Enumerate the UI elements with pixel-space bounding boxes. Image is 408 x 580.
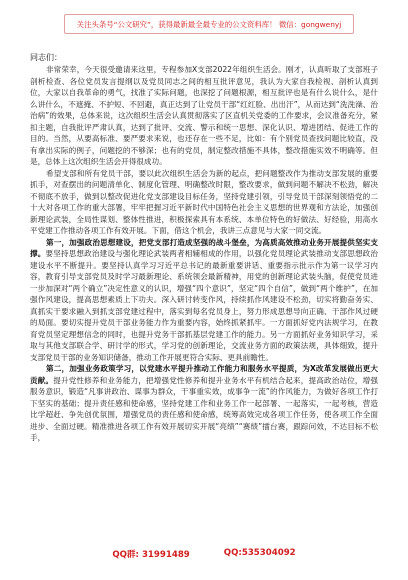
- paragraph-3-heading: 第一，加强政治思想建设，把党支部打造成坚强的战斗堡垒，为高质高效推动业务开展提供坚实支撑。: [30, 237, 378, 258]
- header-banner: [64, 14, 354, 34]
- paragraph-2-text: 希望支部和所有党员干部，要以此次组织生活会为新的起点，把问题整改作为推动支部发展的重要抓手，对查摆出的问题清单化、制度化管理、明确整改时限，整改要求，做到问题不解决不松劲，解决不彻底不放手，做到以整改促进化党支部建设目标任务，坚持党建引领，引导党员干部深刻领悟党的二十大对各项工作的重大部署，牢牢把握习近平新时代中国特色社会主义思想的世界观和方法论，加强创新理论武装，全局性谋划、整体性推进，积极探索具有本系统、本单位特色的好做法、好经验，用高水平党建工作推动各项工作有效开展。下面，借这个机会，我讲三点意见与大家一同交流。: [30, 168, 378, 235]
- document-body: [30, 52, 378, 534]
- footer-qq-group: QQ群: 31991489: [112, 550, 190, 560]
- paragraph-1: [30, 64, 378, 168]
- paragraph-4: [30, 363, 378, 444]
- paragraph-1-text: 非常荣幸，今天很受邀请来这里，专程参加X支部2022年组织生活会。刚才，认真听取了支部班子剖析检查、各位党员发言提纲以及党员同志之间的相互批评意见，我认为大家自我检视、剖析认真到位，大家以自我革命的勇气，找准了实际问题，也深挖了问题根源，相互批评也是有什么说什么，是什么讲什么，不遮掩、不护短、不回避，真正达到了让党员干部“红红脸、出出汗”，从而达到“洗洗澡、治治病”的效果，总体来说，这次组织生活会认真贯彻落实了区直机关党委的工作要求，会议准备充分，紧扣主题，自我批评严肃认真，达到了批评、交流、警示和统一思想、深化认识、增进团结、促进工作的目的。当然，从要高标准、要严要求来说，也还存在一些不足，比如：有个别党员查找问题比较直，没有拿出实际的例子，问题挖的不够深；也有的党员，制定整改措施不具体，整改措施实效不明确等。但是，总体上这次组织生活会开得很成功。: [30, 65, 378, 166]
- salutation: 同志们：: [30, 53, 62, 62]
- paragraph-3: [30, 237, 378, 364]
- footer-qq-number: QQ:535304092: [223, 548, 296, 558]
- banner-text: 关注头条号“公文研究”，获得最新最全最专业的公文资料库！ 微信：gongwenyj: [76, 19, 342, 29]
- paragraph-4-heading: 第二，加强业务政策学习，以党建水平提升推动工作能力和服务水平提质，为X改革发展做出更大贡献。: [30, 364, 378, 385]
- footer-contacts: [0, 548, 408, 564]
- paragraph-3-text: 要坚持思想政治建设与强化理论武装两者相辅相成的作用，以强化党员理论武装推动支部思想政治建设水平不断提升。要坚持认真学习习近平总书记的最新重要讲话、重要指示批示作为第一议学习内容，教育引导支部党员及时学习最新理论、系统领会最新精神，用党的创新理论武装头脑，促使党员进一步加深对“两个确立”决定性意义的认识，增强“四个意识”，坚定“四个自信”，做到“两个维护”，在加强作风建设，提高思想素质上下功夫。深入研讨转变作风，持续抓作风建设不松劲，切实将勤奋务实、真抓实干要求融入到抓支部党建过程中，落实到每名党员身上，努力形成思想导向正确、干部作风过硬的局面。要切实提升党员干部业务能力作为重要内容，始终抓紧抓牢。一方面抓好党内法规学习，在教育党员坚定理想信念的同时，也提升党务干部抓基层党建工作的能力。另一方面抓好业务知识学习，采取与其他支部联合学、研讨学的形式，学习党的创新理论，交流业务方面的政策法规，具体细致，提升支部党员干部的业务知识储备，推动工作开展更符合实际、更具前瞻性。: [30, 249, 378, 362]
- paragraph-2: [30, 168, 378, 237]
- paragraph-4-text: 提升党性修养和业务能力，把增强党性修养和提升业务水平有机结合起来，提高政治站位，增强服务意识，锻造“凡事讲政治、谋事为群众，干事重实效，成事争一流”的作风能力，为做好各项工作打下坚实的基础；提升责任感和使命感，坚持党建工作和业务工作一起部署、一起落实，一起考核，营造比学超赶、争先创优氛围，增强党员的责任感和使命感，统筹高效完成各项工作任务，使各项工作全面进步、全面过硬。精准推进各项工作有效开展切实开展“亮绩”“赛绩”擂台赛，跟踪问效，不达目标不松手，: [30, 375, 378, 442]
